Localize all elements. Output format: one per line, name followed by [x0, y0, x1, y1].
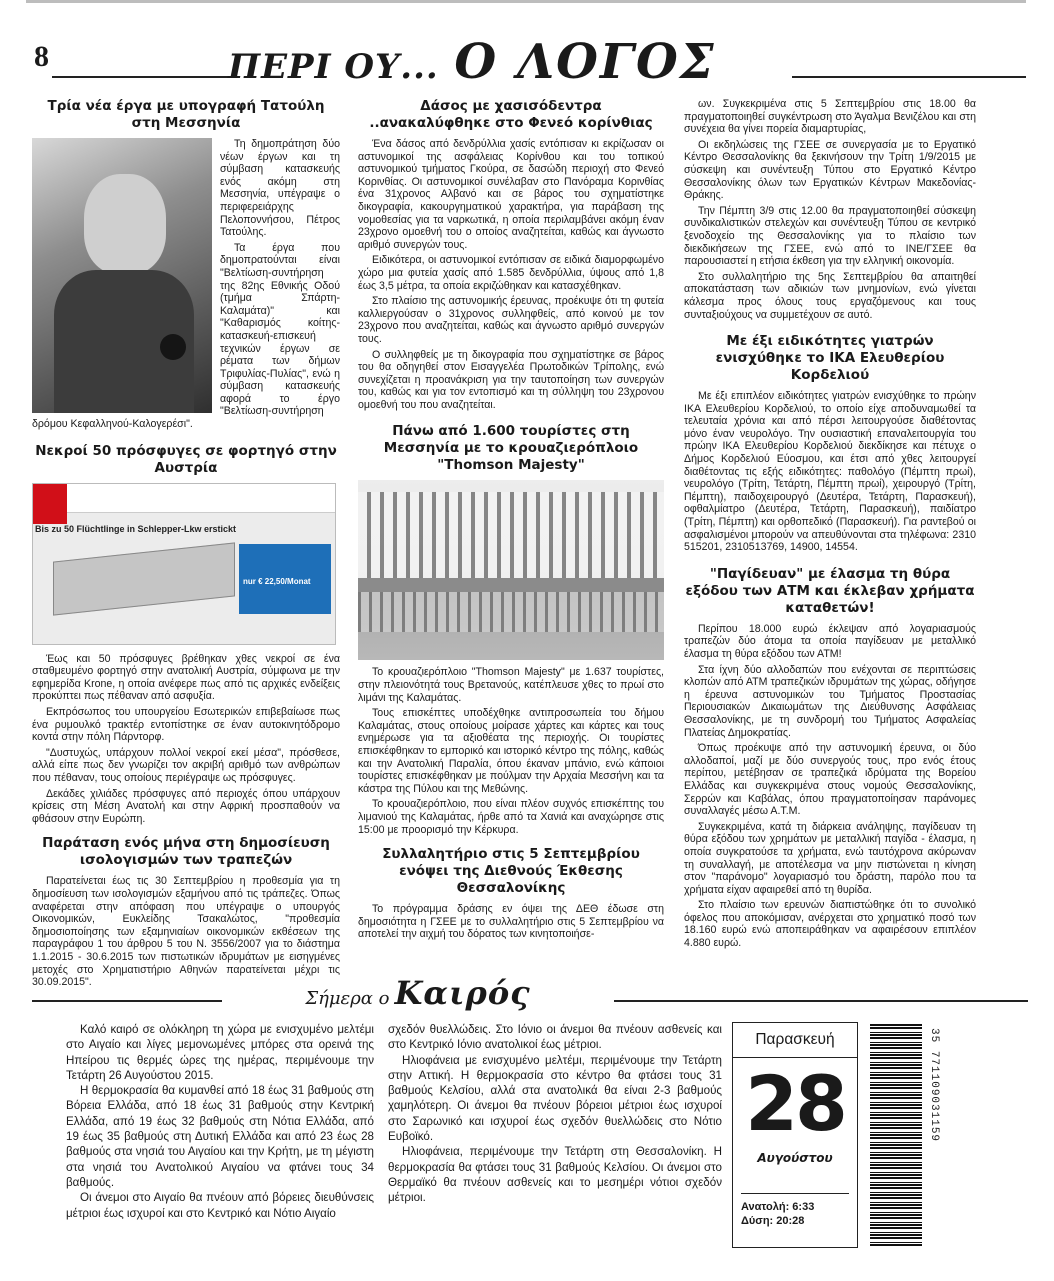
article-paragraph: Στο πλαίσιο της αστυνομικής έρευνας, προέκυψε ότι τη φυτεία καλλιεργούσαν ο 31χρονος συλληφθείς, από κοινού με τον 23χρονο που αναζητείται, καθώς και άγνωστο αριθμό συνεργών τους.: [358, 295, 664, 345]
article-paragraph: ων. Συγκεκριμένα στις 5 Σεπτεμβρίου στις 18.00 θα πραγματοποιηθεί συγκέντρωση στο Άγαλμα Βενιζέλου και στη συνέχεια θα γίνει πορεία διαμαρτυρίας,: [684, 98, 976, 136]
article-paragraph: Εκπρόσωπος του υπουργείου Εσωτερικών επιβεβαίωσε πως ένα ρυμουλκό τρακτέρ εντοπίστηκε σε έναν αυτοκινητόδρομο κοντά στην πόλη Πάρντορφ.: [32, 706, 340, 744]
top-rule: [26, 0, 1026, 3]
date-weekday: Παρασκευή: [733, 1023, 857, 1058]
column-left: [32, 98, 340, 992]
cruise-ship-photo: [358, 480, 664, 660]
masthead-rule-right: [792, 76, 1026, 78]
barcode-digits: 771109031159: [928, 1050, 940, 1143]
article-paragraph: Έως και 50 πρόσφυγες βρέθηκαν χθες νεκροί σε ένα σταθμευμένο φορτηγό στην ανατολική Αυστρία, σύμφωνα με την εφημερίδα Krone, η οποία ανέφερε πως από τις αρχικές ενδείξεις προκύπτει πως πέθαναν από ασφυξία.: [32, 652, 340, 703]
article-title: Παράταση ενός μήνα στη δημοσίευση ισολογισμών των τραπεζών: [42, 835, 330, 869]
weather-paragraph: Ηλιοφάνεια, περιμένουμε την Τετάρτη στη Θεσσαλονίκη. Η θερμοκρασία θα φτάσει τους 31 βαθμούς Κελσίου. Οι άνεμοι στο Θερμαϊκό θα πνέουν ασθενείς και το μεσημέρι νότιοι σχεδόν μέτριοι.: [388, 1145, 722, 1205]
sunset-time: Δύση: 20:28: [741, 1215, 805, 1227]
news-site-screenshot: [32, 483, 336, 645]
weather-header: [32, 974, 1028, 1012]
weather-paragraph: Η θερμοκρασία θα κυμανθεί από 18 έως 31 βαθμούς στη Βόρεια Ελλάδα, από 18 έως 31 βαθμούς στην Κεντρική Ελλάδα, από 19 έως 32 βαθμούς στη Νότια Ελλάδα, από 19 έως 35 βαθμούς στη Δυτική Ελλάδα και από 23 έως 28 βαθμούς στα νησιά του Αιγαίου και την Κρήτη, με τη μέγιστη στα νησιά του Ανατολικού Αιγαίου να φτάνει τους 34 βαθμούς.: [66, 1084, 374, 1189]
weather-column-right: [388, 1022, 722, 1206]
article-paragraph: Οι εκδηλώσεις της ΓΣΕΕ σε συνεργασία με το Εργατικό Κέντρο Θεσσαλονίκης θα ξεκινήσουν την Τρίτη 1/9/2015 με σύσκεψη και συνέντευξη Τύπου στο Εργατικό Κέντρο Θεσσαλονίκης όλων των Εργατικών Κέντρων Μακεδονίας-Θράκης.: [684, 138, 976, 202]
article-title: Συλλαλητήριο στις 5 Σεπτεμβρίου ενόψει της Διεθνούς Έκθεσης Θεσσαλονίκης: [382, 846, 640, 897]
article-paragraph: Συγκεκριμένα, κατά τη διάρκεια ανάληψης, παγίδευαν τη θύρα εξόδου των χρημάτων με μεταλλική παγίδα - έλασμα, η οποία συγκρατούσε τα χρήματα, ενώ ταυτόχρονα ακύρωναν τη συναλλαγή, με αποτέλεσμα να μην πιστώνεται η κίνηση στον "παράνομο" λογαριασμό του δράστη, παρόλο που τα χρήματα είχαν αφαιρεθεί από τη θυρίδα.: [684, 820, 976, 896]
page-number: 8: [34, 40, 49, 73]
weather-title-prefix: Σήμερα ο: [305, 988, 390, 1009]
date-month: Αυγούστου: [757, 1151, 833, 1165]
article-paragraph: Στο πλαίσιο των ερευνών διαπιστώθηκε ότι το συνολικό όφελος που αποκόμισαν, ανέρχεται στο χρηματικό ποσό των 18.160 ευρώ ενώ αποπειράθηκαν να αφαιρέσουν επιπλέον 4.880 ευρώ.: [684, 899, 976, 950]
masthead: [228, 34, 788, 90]
article-paragraph: Το πρόγραμμα δράσης εν όψει της ΔΕΘ έδωσε στη δημοσιότητα η ΓΣΕΕ με το συλλαλητήριο στις 5 Σεπτεμβρίου να αποτελεί την αιχμή του δόρατος των κινητοποιήσε-: [358, 903, 664, 941]
weather-rule-left: [32, 1000, 222, 1002]
article-paragraph: Όπως προέκυψε από την αστυνομική έρευνα, οι δύο αλλοδαποί, μαζί με δύο συνεργούς τους, προ ενός έτους περίπου, μετέβησαν σε τραπεζικά ιδρύματα της Βορείου Ελλάδας και συγκεκριμένα στους νομούς Θεσσαλονίκης, Σερρών και Καβάλας, όπου πραγματοποίησαν παράνομες συναλλαγές μέσω Α.Τ.Μ.: [684, 742, 976, 818]
news-logo-icon: [33, 484, 67, 524]
weather-title-main: Καιρός: [394, 974, 531, 1012]
article-title: Δάσος με χασισόδεντρα ..ανακαλύφθηκε στο Φενεό κορίνθιας: [369, 98, 653, 131]
weather-paragraph: Καλό καιρό σε ολόκληρη τη χώρα με ενισχυμένο μελτέμι στο Αιγαίο και λίγες μεμονωμένες μπόρες στα ορεινά της Ηπείρου τις θερμές ώρες της ημέρας, περιμένουμε την Τετάρτη 26 Αυγούστου 2015.: [66, 1023, 374, 1082]
article-paragraph: Τους επισκέπτες υποδέχθηκε αντιπροσωπεία του δήμου Καλαμάτας, στους οποίους μοίρασε χάρτες και κάρτες και τους ενημέρωσε για τα αξιοθέατα της περιοχής. Οι τουρίστες επισκέφθηκαν το εμπορικό και ιστορικό κέντρο της πόλης, καθώς και την Ανατολική Παραλία, όπου έκαναν μπάνιο, ενώ κάποιοι τουρίστες επισκέφθηκαν με πούλμαν την Αρχαία Μεσσήνη και τα κάστρα της Πύλου και της Μεθώνης.: [358, 707, 664, 795]
article-paragraph: Περίπου 18.000 ευρώ έκλεψαν από λογαριασμούς τραπεζών δύο άτομα τα οποία παγίδευαν με μεταλλικό έλασμα τη θύρα εξόδου των ΑΤΜ!: [684, 622, 976, 660]
article-title: Με έξι ειδικότητες γιατρών ενισχύθηκε το ΙΚΑ Ελευθερίου Κορδελιού: [715, 333, 945, 384]
article-title: "Παγίδευαν" με έλασμα τη θύρα εξόδου των ΑΤΜ και έκλεβαν χρήματα καταθετών!: [685, 565, 975, 616]
article-title: Τρία νέα έργα με υπογραφή Τατούλη στη Μεσσηνία: [47, 98, 325, 131]
screenshot-headline: Bis zu 50 Flüchtlinge in Schlepper-Lkw erstickt: [35, 523, 237, 534]
article-paragraph: Τα έργα που δημοπρατούνται είναι "Βελτίωση-συντήρηση της 82ης Εθνικής Οδού (τμήμα Σπάρτη-Καλαμάτα)" και "Καθαρισμός κοίτης-κατασκευή-επισκευή τεχνικών έργων σε ρέματα των δήμων Τριφυλίας-Πυλίας", ενώ η σύμβαση κατασκευής αφορά το έργο "Βελτίωση-συντήρηση δρόμου Κεφαλληνού-Καλογερέσι".: [32, 241, 340, 431]
date-number: 28: [745, 1059, 845, 1148]
photo-caption: Το κρουαζιερόπλοιο "Thomson Majesty" με 1.637 τουρίστες, στην πλειονότητά τους Βρετανούς, κατέπλευσε χθες το πρωί στο λιμάνι της Καλαμάτας.: [358, 666, 664, 704]
masthead-title: Ο ΛΟΓΟΣ: [454, 34, 716, 90]
article-paragraph: Ο συλληφθείς με τη δικογραφία που σχηματίστηκε σε βάρος του θα οδηγηθεί στον Εισαγγελέα Πρωτοδικών Τρίπολης, ενώ συνεχίζεται η προανάκριση για την ταυτοποίηση των συνεργών του, καθώς και για τον εντοπισμό και τη σύλληψη του 23χρονου ομοεθνή του που αναζητείται.: [358, 348, 664, 411]
article-paragraph: "Δυστυχώς, υπάρχουν πολλοί νεκροί εκεί μέσα", πρόσθεσε, αλλά είπε πως δεν γνωρίζει τον ακριβή αριθμό των ανθρώπων που πέθαναν, τους οποίους περιέγραψε ως πρόσφυγες.: [32, 746, 340, 784]
truck-image: [53, 542, 235, 615]
date-box: [732, 1022, 858, 1248]
weather-column-left: [66, 1022, 374, 1221]
masthead-rule-left: [52, 76, 228, 78]
masthead-prefix: ΠΕΡΙ ΟΥ...: [228, 47, 439, 87]
article-title: Πάνω από 1.600 τουρίστες στη Μεσσηνία με το κρουαζιερόπλοιο "Thomson Majesty": [383, 423, 639, 474]
column-middle: [358, 98, 664, 944]
barcode-issue: 35: [928, 1028, 940, 1044]
politician-photo: [32, 138, 212, 413]
weather-paragraph: Οι άνεμοι στο Αιγαίο θα πνέουν από βόρειες διευθύνσεις μέτριοι έως ισχυροί και στο Κεντρικό και Νότιο Αιγαίο: [66, 1191, 374, 1220]
article-paragraph: Με έξι επιπλέον ειδικότητες γιατρών ενισχύθηκε το πρώην ΙΚΑ Ελευθερίου Κορδελιού, το οποίο είχε αποδυναμωθεί τα τελευταία χρόνια και από πέρσι λειτουργούσε διαθέτοντας μόνο έναν νευρολόγο. Την ουσιαστική επαναλειτουργία του πρώην ΙΚΑ Ελευθερίου Κορδελιού διεκδίκησε και πέτυχε ο Δήμος Κορδελιού Εύοσμου, και έτσι από χθες λειτουργεί διαθέτοντας τις εξής ειδικότητες: παθολόγο (Πέμπτη πρωί), νευρολόγο (Τρίτη, Τετάρτη, Πέμπτη πρωί), χειρουργό (Τρίτη, Πέμπτη), παιδοχειρουργό (Δευτέρα, Τετάρτη, Παρασκευή), οφθαλμίατρο (Δευτέρα, Τετάρτη, Παρασκευή), παιδίατρο (Τρίτη, Πέμπτη) και ορθοπεδικό (Παρασκευή). Για ραντεβού οι ασφαλισμένοι μπορούν να απευθύνονται στα τηλέφωνα: 2310 515201, 2310513769, 14900, 14554.: [684, 390, 976, 554]
weather-paragraph: Ηλιοφάνεια με ενισχυμένο μελτέμι, περιμένουμε την Τετάρτη στην Αττική. Η θερμοκρασία στο κέντρο θα φτάσει τους 31 βαθμούς Κελσίου, αλλά στα ανατολικά θα είναι 2-3 βαθμούς χαμηλότερη. Οι άνεμοι θα πνέουν βόρειοι μέτριοι έως ισχυροί στο Σαρωνικό και ισχυροί έως σχεδόν θυελλώδεις στο Νότιο Ευβοϊκό.: [388, 1053, 722, 1144]
weather-title: [228, 974, 608, 1012]
article-paragraph: Παρατείνεται έως τις 30 Σεπτεμβρίου η προθεσμία για τη δημοσίευση των ισολογισμών εξαμήνου από τις τράπεζες. Όπως αναφέρεται στην απόφαση που υπέγραψε ο υπουργός Οικονομικών, Ευκλείδης Τσακαλώτος, "προθεσμία δημοσιοποίησης των εξαμηνιαίων οικονομικών εκθέσεων της παραγράφου 1 του άρθρου 5 του Ν. 3556/2007 για το διάστημα 1.1.2015 - 30.6.2015 των πιστωτικών ιδρυμάτων με εισηγμένες μετοχές στο Χρηματιστήριο Αθηνών παρατείνεται μέχρι τις 30.09.2015".: [32, 875, 340, 989]
weather-rule-right: [614, 1000, 1028, 1002]
article-title: Νεκροί 50 πρόσφυγες σε φορτηγό στην Αυστρία: [35, 442, 337, 476]
article-paragraph: Ειδικότερα, οι αστυνομικοί εντόπισαν σε ειδικά διαμορφωμένο χώρο μια φυτεία χασίς από 1.585 δενδρύλλια, ύψους από 1,8 έως 3,5 μέτρα, τα οποία εκριζώθηκαν και κατασχέθηκαν.: [358, 254, 664, 292]
article-paragraph: Στο συλλαλητήριο της 5ης Σεπτεμβρίου θα απαιτηθεί αποκατάσταση των αδικιών των μνημονίων, ενώ γίνεται κάλεσμα προς όλους τους εργαζόμενους και τους συνταξιούχους να συμμετέχουν σε αυτό.: [684, 270, 976, 321]
sun-times: [741, 1193, 849, 1228]
barcode-icon: [870, 1024, 922, 1246]
sunrise-time: Ανατολή: 6:33: [741, 1201, 815, 1213]
article-paragraph: Το κρουαζιερόπλοιο, που είναι πλέον συχνός επισκέπτης του λιμανιού της Καλαμάτας, ήρθε από τα Χανιά και αναχώρησε στις 15:00 με προορισμό την Κέρκυρα.: [358, 798, 664, 836]
article-paragraph: Ένα δάσος από δενδρύλλια χασίς εντόπισαν κι εκρίζωσαν οι αστυνομικοί της ασφάλειας Κορίνθου και του τοπικού αστυνομικού τμήματος Γκούρα, σε δασώδη περιοχή στο Φενεό Κορινθίας. Οι αστυνομικοί συνέλαβαν στο Πανόραμα Κορινθίας ένα 31χρονος Αλβανό και σε βάρος του σχηματίστηκε δικογραφία, κακουργηματικού χαρακτήρα, για παράβαση της νομοθεσίας για τα ναρκωτικά, η οποία περιλαμβάνει ακόμη έναν 23χρονο ομοεθνή του ο οποίος αναζητείται, καθώς και άγνωστο αριθμό συνεργών τους.: [358, 138, 664, 251]
weather-paragraph: σχεδόν θυελλώδεις. Στο Ιόνιο οι άνεμοι θα πνέουν ασθενείς και στο Κεντρικό Ιόνιο ανατολικοί έως μέτριοι.: [388, 1023, 722, 1052]
article-paragraph: Την Πέμπτη 3/9 στις 12.00 θα πραγματοποιηθεί σύσκεψη συνδικαλιστικών στελεχών και συνέντευξη Τύπου σε κεντρικό ξενοδοχείο της Θεσσαλονίκης για το πλαίσιο των διεκδικήσεων της ΓΣΕΕ, ενώ από το ΙΝΕ/ΓΣΕΕ θα παρουσιαστεί η ετήσια έκθεση για την ελληνική οικονομία.: [684, 204, 976, 268]
article-paragraph: Δεκάδες χιλιάδες πρόσφυγες από περιοχές όπου υπάρχουν κρίσεις στη Μέση Ανατολή και στην Αφρική προσπαθούν να φθάσουν στην Ευρώπη.: [32, 787, 340, 825]
barcode-number: [928, 1028, 940, 1246]
article-paragraph: Τη δημοπράτηση δύο νέων έργων και τη σύμβαση κατασκευής ενός ακόμη στη Μεσσηνία, υπέγραψε ο περιφερειάρχης Πελοποννήσου, Πέτρος Τατούλης.: [220, 138, 340, 239]
article-paragraph: Στα ίχνη δύο αλλοδαπών που ενέχονται σε περιπτώσεις κλοπών από ΑΤΜ τραπεζικών ιδρυμάτων της χώρας, οδήγησε η έρευνα αστυνομικών του Τμήματος Προστασίας Περιουσιακών Δικαιωμάτων της Διεύθυνσης Ασφάλειας Θεσσαλονίκης, με τη συνδρομή του Τμήματος Ασφαλείας Πλατείας Δημοκρατίας.: [684, 663, 976, 739]
screenshot-ad-text: nur € 22,50/Monat: [243, 576, 311, 586]
column-right: [684, 98, 976, 953]
